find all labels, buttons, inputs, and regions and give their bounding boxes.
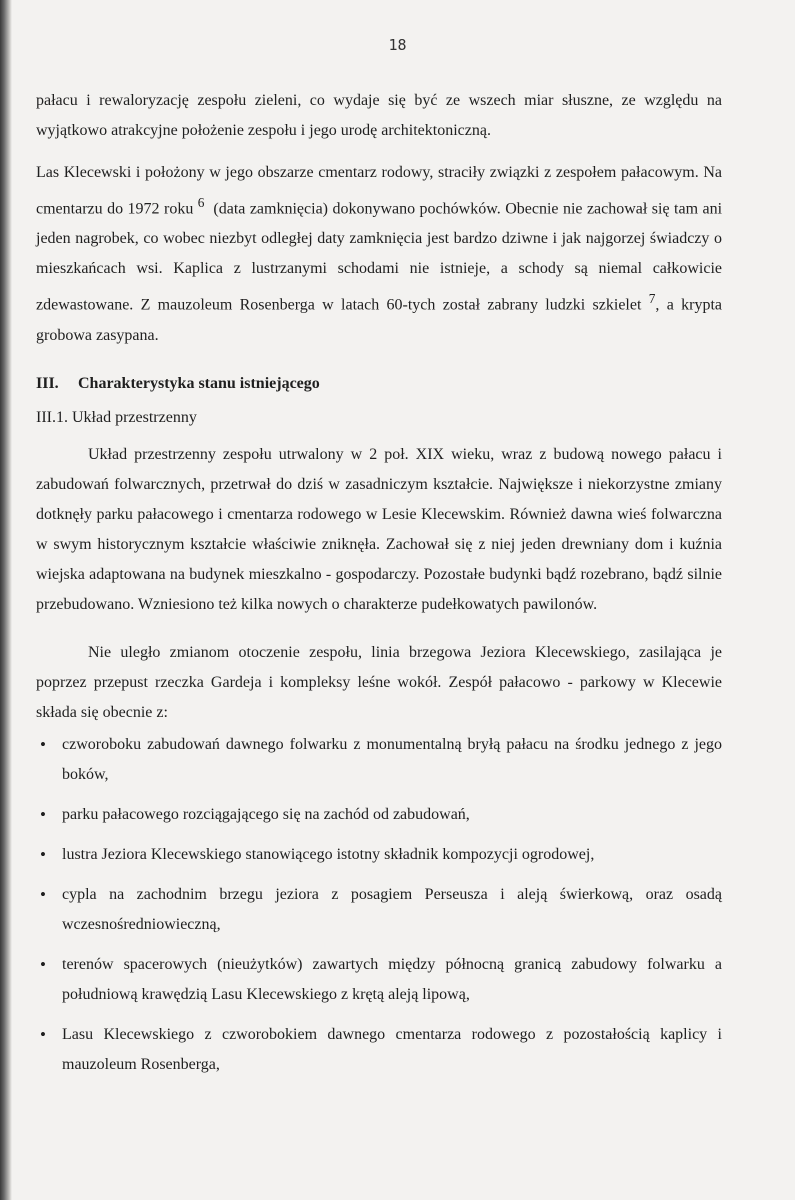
list-item: • lustra Jeziora Klecewskiego stanowiącego istotny składnik kompozycji ogrodowej,: [36, 840, 722, 870]
paragraph-cemetery: [36, 158, 722, 351]
subsection-heading: [36, 403, 722, 433]
list-item: • terenów spacerowych (nieużytków) zawartych między północną granicą zabudowy folwarku a południową krawędzią Lasu Klecewskiego z krętą aleją lipową,: [36, 950, 722, 1010]
list-item: • parku pałacowego rozciągającego się na zachód od zabudowań,: [36, 800, 722, 830]
scan-edge-shadow: [0, 0, 12, 1200]
page-number: 18: [388, 36, 407, 54]
list-item: • cypla na zachodnim brzegu jeziora z posagiem Perseusza i aleją świerkową, oraz osadą wczesnośredniowieczną,: [36, 880, 722, 940]
list-item: • czworoboku zabudowań dawnego folwarku z monumentalną bryłą pałacu na środku jednego z jego boków,: [36, 730, 722, 790]
components-list: [36, 730, 722, 1080]
section-number: III.: [36, 374, 59, 392]
section-heading: [36, 369, 722, 399]
paragraph-intro: pałacu i rewaloryzację zespołu zieleni, co wydaje się być ze wszech miar słuszne, ze względu na wyjątkowo atrakcyjne położenie zespołu i jego urodę architektoniczną.: [36, 92, 722, 139]
text-segment: (data zamknięcia) dokonywano pochówków. Obecnie nie zachował się tam ani jeden nagrobek, co wobec niezbyt odległej daty zamknięcia jest bardzo dziwne i jak najgorzej świadczy o mieszkańcach wsi. Kaplica z lustrzanymi schodami nie istnieje, a schody są niemal całkowicie zdewastowane. Z mauzoleum Rosenberga w latach 60-tych został zabrany ludzki szkielet: [36, 200, 723, 314]
section-title: Charakterystyka stanu istniejącego: [78, 374, 320, 392]
page-content: [36, 86, 722, 1090]
footnote-ref-7: 7: [648, 291, 656, 307]
list-item: • Lasu Klecewskiego z czworobokiem dawnego cmentarza rodowego z pozostałością kaplicy i mauzoleum Rosenberga,: [36, 1020, 722, 1080]
subsection-number: III.1.: [36, 408, 68, 426]
paragraph-surroundings: Nie uległo zmianom otoczenie zespołu, linia brzegowa Jeziora Klecewskiego, zasilająca je poprzez przepust rzeczka Gardeja i kompleksy leśne wokół. Zespół pałacowo - parkowy w Klecewie składa się obecnie z:: [36, 643, 722, 721]
subsection-title: Układ przestrzenny: [71, 408, 197, 426]
paragraph-layout: Układ przestrzenny zespołu utrwalony w 2 poł. XIX wieku, wraz z budową nowego pałacu i zabudowań folwarcznych, przetrwał do dziś w zasadniczym kształcie. Największe i niekorzystne zmiany dotknęły parku pałacowego i cmentarza rodowego w Lesie Klecewskim. Również dawna wieś folwarczna w swym historycznym kształcie właściwie zniknęła. Zachował się z niej jeden drewniany dom i kuźnia wiejska adaptowana na budynek mieszkalno - gospodarczy. Pozostałe budynki bądź rozebrano, bądź silnie przebudowano. Wzniesiono też kilka nowych o charakterze pudełkowatych pawilonów.: [36, 445, 722, 613]
footnote-ref-6: 6: [197, 195, 205, 210]
text-segment: Las Klecewski i położony w jego obszarze cmentarz rodowy, straciły związki z zespołem pałacowym. Na cmentarzu do 1972 roku: [36, 164, 722, 218]
text-segment: , a krypta grobowa zasypana.: [36, 296, 723, 344]
